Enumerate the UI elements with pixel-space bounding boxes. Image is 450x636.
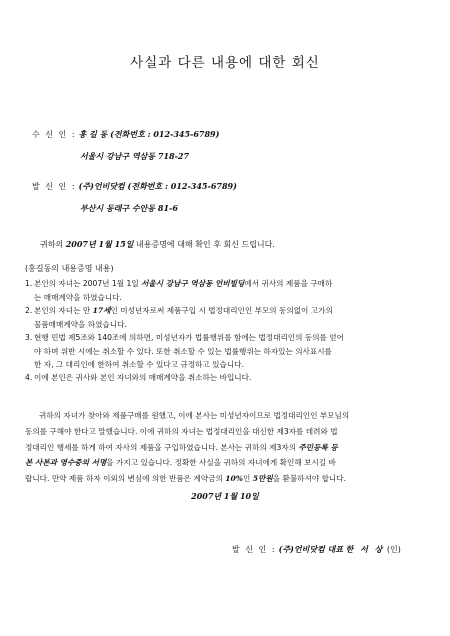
intro-suffix: 내용증명에 대해 확인 후 회신 드립니다. — [136, 240, 275, 249]
summary-heading: (홍길동의 내용증명 내용) — [25, 264, 114, 273]
intro-date: 2007년 1월 15일 — [65, 239, 134, 249]
intro-line — [40, 239, 275, 250]
item-text-continued: 한 자, 그 대리인에 한하여 취소할 수 있다고 규정하고 있습니다. — [34, 360, 244, 369]
item-handwritten-text: 서울시 강남구 역삼동 언비빌딩 — [141, 279, 245, 288]
list-item — [25, 277, 430, 304]
item-number: 3. — [25, 333, 33, 342]
list-item — [25, 371, 430, 385]
signature-company: (주)언비닷컴 대표 — [278, 544, 344, 554]
sender-block — [32, 181, 237, 192]
item-text: 에서 귀사의 제품을 구매하 — [244, 279, 333, 288]
reply-text: 정대리인 행세를 하게 하여 자사의 제품을 구입하였습니다. 본사는 귀하의 제3자의 — [25, 442, 297, 452]
sender-label: 발 신 인 : — [32, 182, 77, 191]
list-item — [25, 304, 430, 331]
reply-line — [25, 455, 427, 471]
sender-name-phone: (주)언비닷컴 (전화번호 : 012-345-6789) — [78, 181, 237, 191]
item-text: 현행 민법 제5조와 140조에 의하면, 미성년자가 법률행위를 함에는 법정대리인의 동의를 얻어 — [34, 333, 344, 342]
reply-handwritten-text: 본 사본과 영수증의 서명 — [25, 458, 107, 468]
item-number: 2. — [25, 306, 33, 315]
reply-text: 을 가지고 있습니다. 정확한 사실을 귀하의 자녀에게 확인해 보시길 바 — [106, 458, 336, 468]
signature-label: 발 신 인 : — [232, 545, 277, 554]
sender-address: 부산시 동래구 수안동 81-6 — [80, 203, 178, 213]
recipient-address: 서울시 강남구 역삼동 718-27 — [80, 151, 190, 161]
reply-text: 을 환불하셔야 합니다. — [272, 474, 346, 484]
reply-paragraph — [25, 408, 427, 487]
intro-prefix: 귀하의 — [40, 240, 64, 249]
recipient-label: 수 신 인 : — [32, 130, 77, 139]
item-text: 본인의 자녀는 2007년 1월 1일 — [34, 279, 139, 288]
reply-handwritten-text: 5만원 — [252, 474, 273, 484]
item-handwritten-text: 17세 — [92, 306, 111, 315]
item-text-continued: 는 매매계약을 하였습니다. — [34, 292, 122, 302]
list-item — [25, 331, 430, 372]
item-text-continued: 물품매매계약을 하였습니다. — [34, 319, 127, 329]
item-number: 1. — [25, 279, 33, 288]
item-text: 이에 본인은 귀사와 본인 자녀와의 매매계약을 취소하는 바입니다. — [34, 373, 252, 382]
reply-handwritten-text: 주민등록 등 — [298, 442, 338, 452]
document-title: 사실과 다른 내용에 대한 회신 — [130, 55, 320, 71]
reply-handwritten-text: 10% — [225, 474, 243, 484]
footer-date: 2007년 1월 10일 — [191, 491, 259, 501]
recipient-name-phone: 홍 길 동 (전화번호 : 012-345-6789) — [78, 129, 220, 139]
item-text: 인 미성년자로써 제품구입 시 법정대리인인 부모의 동의없이 고가의 — [110, 306, 333, 315]
reply-line: 동의를 구해야 한다고 말했습니다. 이에 귀하의 자녀는 법정대리인을 대신한 제3자를 데려와 법 — [25, 426, 338, 436]
reply-text: 랍니다. 만약 제품 하자 이외의 변심에 의한 반품은 계약금의 — [25, 474, 223, 484]
signature-block — [232, 544, 401, 555]
reply-line — [25, 440, 427, 456]
signature-seal: (인) — [386, 545, 401, 554]
reply-line — [25, 471, 427, 487]
reply-line: 귀하의 자녀가 찾아와 제품구매를 원했고, 이에 본사는 미성년자이므로 법정대리인인 부모님의 — [39, 411, 350, 420]
item-text-continued: 야 하며 위반 시에는 취소할 수 있다. 또한 취소할 수 있는 법률행위는 하자있는 의사표시를 — [34, 346, 332, 356]
item-text: 본인의 자녀는 만 — [34, 306, 91, 315]
reply-text: 인 — [243, 474, 251, 484]
signature-person: 한 서 상 — [345, 544, 385, 554]
item-number: 4. — [25, 373, 33, 382]
recipient-block — [32, 129, 219, 140]
